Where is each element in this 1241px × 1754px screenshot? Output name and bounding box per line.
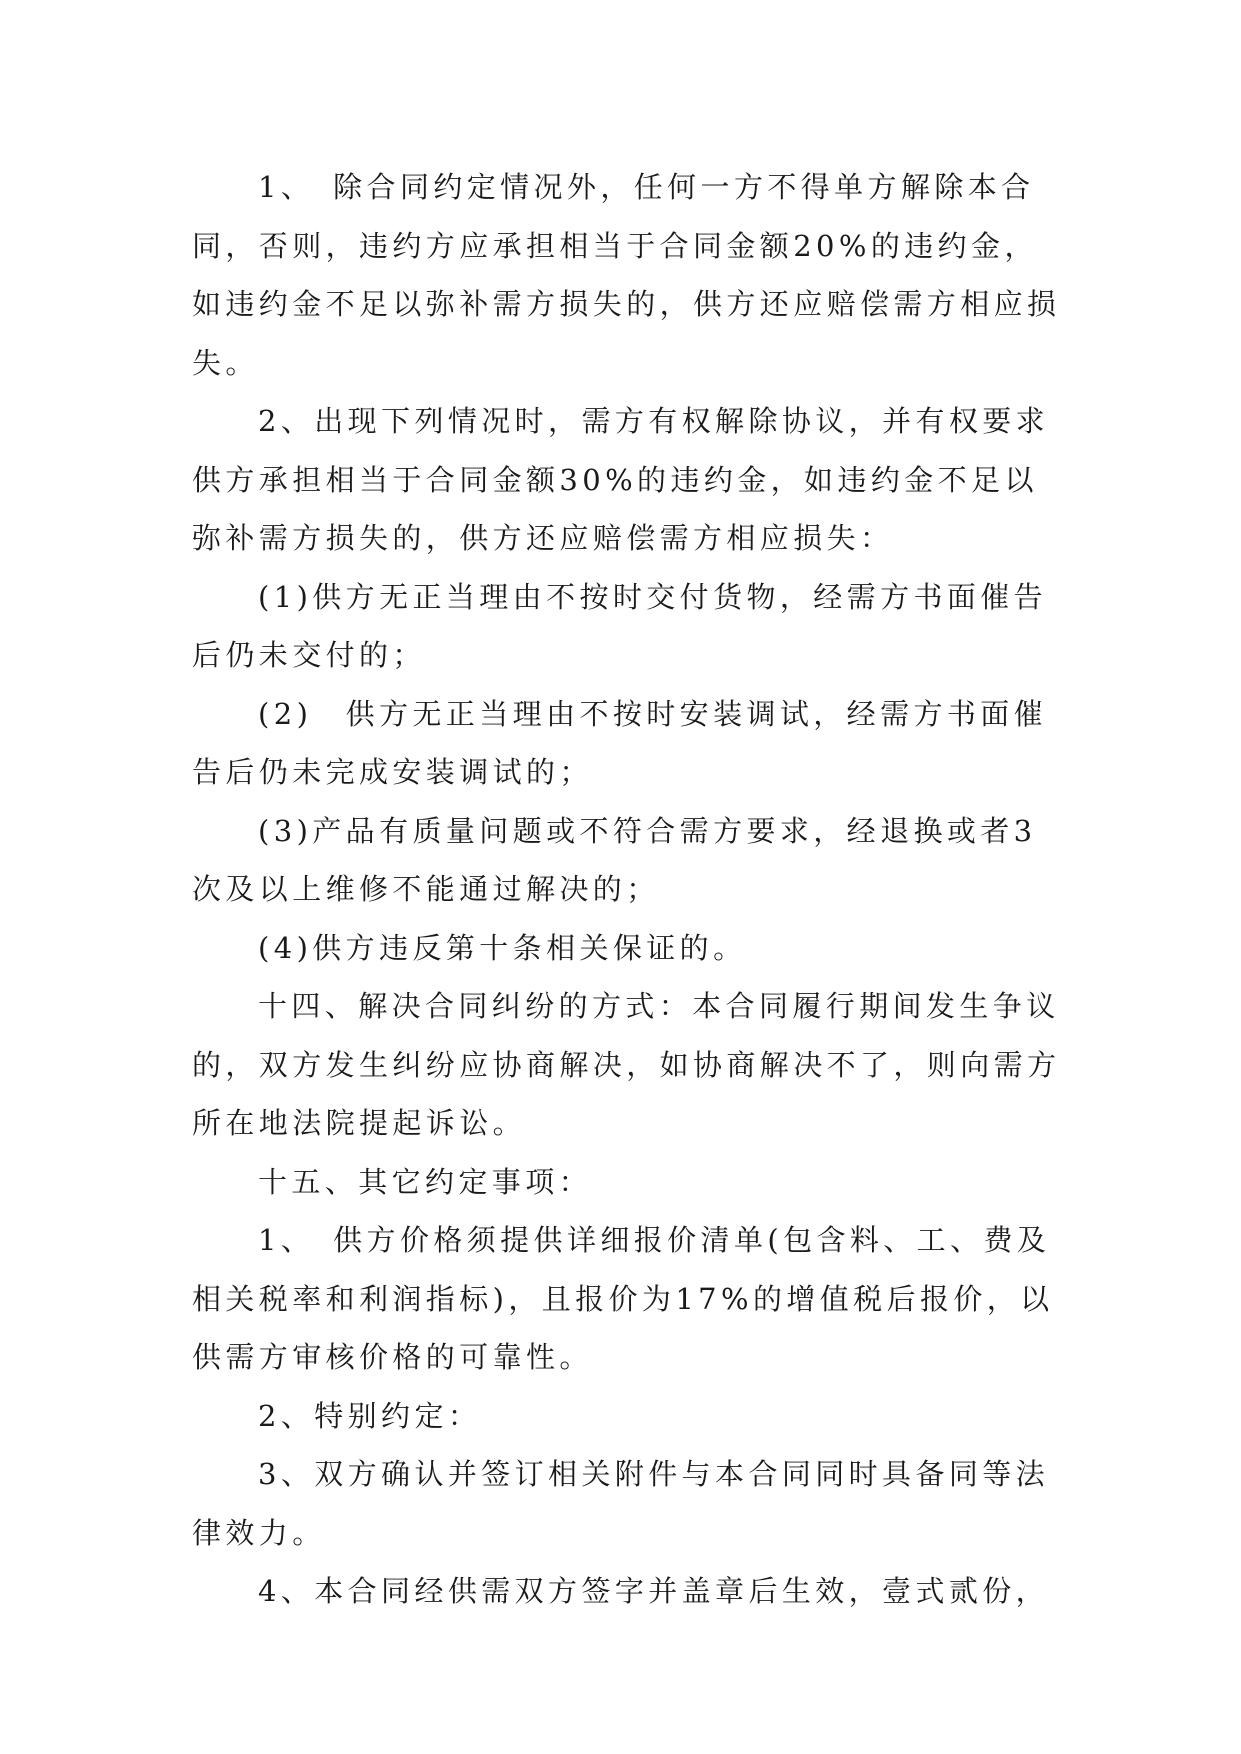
other-item-4: 4、本合同经供需双方签字并盖章后生效，壹式贰份， (258, 1574, 1050, 1608)
section-dispute-resolution: 十四、解决合同纠纷的方式：本合同履行期间发生争议的，双方发生纠纷应协商解决，如协商解决不了，则向需方所在地法院提起诉讼。 (192, 989, 1061, 1140)
section-other-matters: 十五、其它约定事项： (258, 1164, 593, 1199)
clause-item-3: (3)产品有质量问题或不符合需方要求，经退换或者3次及以上维修不能通过解决的； (192, 813, 1037, 906)
document-body (192, 158, 1062, 1621)
clause-termination-rights: 2、出现下列情况时，需方有权解除协议，并有权要求供方承担相当于合同金额30%的违约金，如违约金不足以弥补需方损失的，供方还应赔偿需方相应损失： (192, 404, 1050, 555)
clause-unilateral-termination: 1、 除合同约定情况外，任何一方不得单方解除本合同，否则，违约方应承担相当于合同金额20%的违约金，如违约金不足以弥补需方损失的，供方还应赔偿需方相应损失。 (192, 170, 1061, 380)
other-item-2: 2、特别约定： (258, 1398, 482, 1433)
clause-item-2: (2) 供方无正当理由不按时安装调试，经需方书面催告后仍未完成安装调试的； (192, 696, 1048, 789)
clause-item-4: (4)供方违反第十条相关保证的。 (258, 930, 747, 965)
clause-item-1: (1)供方无正当理由不按时交付货物，经需方书面催告后仍未交付的； (192, 579, 1048, 672)
other-item-3: 3、双方确认并签订相关附件与本合同同时具备同等法律效力。 (192, 1457, 1050, 1550)
other-item-1: 1、 供方价格须提供详细报价清单(包含料、工、费及相关税率和利润指标)，且报价为17%的增值税后报价，以供需方审核价格的可靠性。 (192, 1223, 1054, 1374)
